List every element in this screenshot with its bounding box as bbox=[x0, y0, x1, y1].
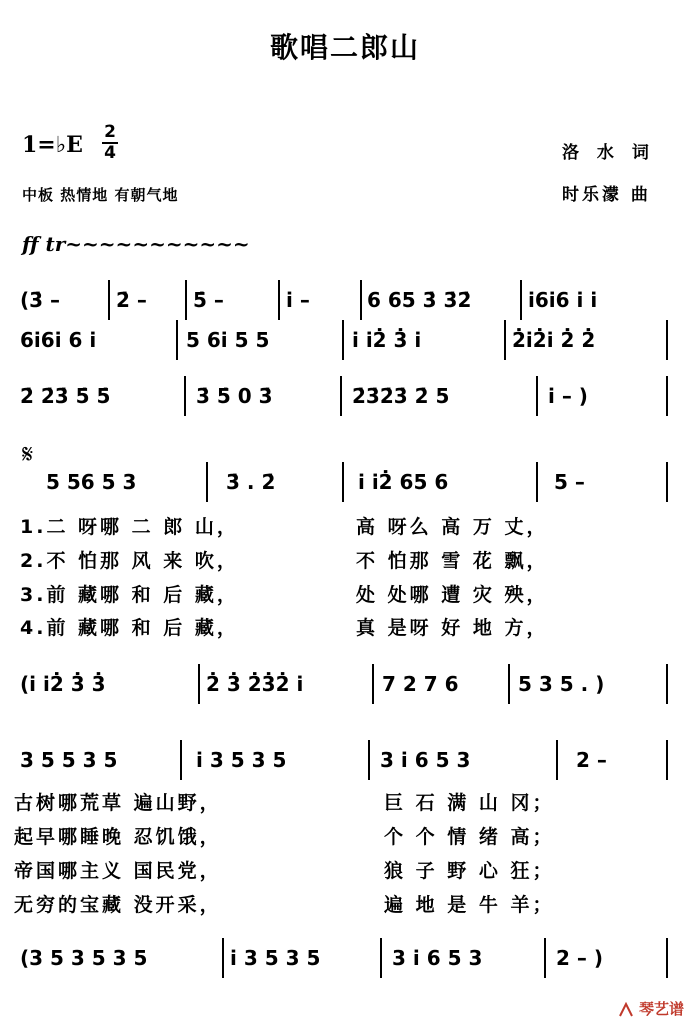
lyric-line: 2.不 怕那 风 来 吹， bbox=[20, 550, 239, 572]
barline bbox=[180, 740, 182, 780]
bar: (3̇ – bbox=[20, 288, 61, 312]
music-row-2 bbox=[20, 320, 670, 360]
bar: i̇ – bbox=[286, 288, 310, 312]
segno-sign: 𝄋 bbox=[22, 440, 34, 470]
bar: 5̇ – bbox=[193, 288, 224, 312]
bar: 5 – bbox=[554, 470, 585, 494]
bar: 2̇ 2̇3̇ 5̇ 5̇ bbox=[20, 384, 111, 408]
barline bbox=[666, 938, 668, 978]
bar: i̇ i̇2̇ 65 6 bbox=[358, 470, 449, 494]
barline bbox=[666, 320, 668, 360]
bar: i̇ 3 5 3 5 bbox=[230, 946, 321, 970]
tempo-marking: 中板 热情地 有朝气地 bbox=[22, 186, 179, 204]
barline bbox=[206, 462, 208, 502]
barline bbox=[504, 320, 506, 360]
lyric-line: 狼 子 野 心 狂； bbox=[384, 860, 555, 882]
barline bbox=[185, 280, 187, 320]
lyric-line: 3.前 藏哪 和 后 藏， bbox=[20, 584, 239, 606]
bar: 3 i̇ 6 5 3 bbox=[392, 946, 483, 970]
barline bbox=[342, 462, 344, 502]
bar: 2̇3̇2̇3̇ 2̇ 5 bbox=[352, 384, 450, 408]
barline bbox=[340, 376, 342, 416]
lyricist-credit: 洛 水 词 bbox=[562, 143, 655, 163]
barline bbox=[666, 740, 668, 780]
time-signature-bottom: 4 bbox=[104, 143, 116, 163]
barline bbox=[184, 376, 186, 416]
lyric-line: 高 呀么 高 万 丈， bbox=[356, 516, 549, 538]
music-row-4 bbox=[20, 462, 670, 502]
barline bbox=[544, 938, 546, 978]
lyric-line: 真 是呀 好 地 方， bbox=[356, 617, 549, 639]
music-row-3 bbox=[20, 376, 670, 416]
lyric-line: 处 处哪 遭 灾 殃， bbox=[356, 584, 549, 606]
bar: 7 2 7 6 bbox=[382, 672, 459, 696]
barline bbox=[508, 664, 510, 704]
key-signature: 1=♭E bbox=[22, 132, 83, 158]
barline bbox=[520, 280, 522, 320]
barline bbox=[360, 280, 362, 320]
barline bbox=[666, 462, 668, 502]
barline bbox=[666, 664, 668, 704]
barline bbox=[666, 376, 668, 416]
bar: (i̇ i̇2̇ 3̇ 3̇ bbox=[20, 672, 106, 696]
bar: 6 65 3̇ 3̇2̇ bbox=[367, 288, 472, 312]
bar: 2 – bbox=[576, 748, 607, 772]
lyric-line: 不 怕那 雪 花 飘， bbox=[356, 550, 549, 572]
barline bbox=[176, 320, 178, 360]
logo-text: 琴艺谱 bbox=[638, 1000, 684, 1018]
bar: i̇ 3 5 3 5 bbox=[196, 748, 287, 772]
music-row-1 bbox=[20, 280, 670, 320]
barline bbox=[198, 664, 200, 704]
music-row-6 bbox=[20, 740, 670, 780]
bar: 3 i̇ 6 5 3 bbox=[380, 748, 471, 772]
barline bbox=[536, 376, 538, 416]
lyric-line: 个 个 情 绪 高； bbox=[384, 826, 555, 848]
bar: i̇ i̇2̇ 3̇ i̇ bbox=[352, 328, 422, 352]
lyric-line: 4.前 藏哪 和 后 藏， bbox=[20, 617, 239, 639]
logo-icon bbox=[618, 1002, 634, 1018]
bar: 5 56 5 3 bbox=[46, 470, 137, 494]
lyric-line: 遍 地 是 牛 羊； bbox=[384, 894, 555, 916]
barline bbox=[368, 740, 370, 780]
dynamic-marking: ff tr~~~~~~~~~~~ bbox=[22, 232, 250, 256]
time-signature bbox=[102, 124, 118, 162]
bar: 3 5 5 3 5 bbox=[20, 748, 118, 772]
barline bbox=[222, 938, 224, 978]
barline bbox=[380, 938, 382, 978]
bar: (3 5 3 5 3 5 bbox=[20, 946, 148, 970]
music-row-7 bbox=[20, 938, 670, 978]
bar: 2 – ) bbox=[556, 946, 603, 970]
music-row-5 bbox=[20, 664, 670, 704]
bar: 5 3 5 . ) bbox=[518, 672, 605, 696]
bar: 5 6i̇ 5 5 bbox=[186, 328, 270, 352]
site-logo bbox=[618, 998, 684, 1019]
lyric-line: 无穷的宝藏 没开采， bbox=[14, 894, 222, 916]
lyric-line: 巨 石 满 山 冈； bbox=[384, 792, 555, 814]
bar: 3̇ . 2̇ bbox=[226, 470, 276, 494]
lyric-line: 1.二 呀哪 二 郎 山， bbox=[20, 516, 239, 538]
page-title: 歌唱二郎山 bbox=[269, 31, 420, 64]
lyric-line: 古树哪荒草 遍山野， bbox=[14, 792, 222, 814]
bar: 2̇ – bbox=[116, 288, 147, 312]
bar: 2̇ 3̇ 2̇3̇2̇ i̇ bbox=[206, 672, 304, 696]
bar: i̇6i̇6 i̇ i̇ bbox=[528, 288, 598, 312]
lyric-line: 起早哪睡晚 忍饥饿， bbox=[14, 826, 222, 848]
barline bbox=[536, 462, 538, 502]
bar: 6i̇6i̇ 6 i̇ bbox=[20, 328, 97, 352]
bar: 3̇ 5̇ 0 3̇ bbox=[196, 384, 273, 408]
bar: 2̇i̇2̇i̇ 2̇ 2̇ bbox=[512, 328, 596, 352]
time-signature-top: 2 bbox=[104, 122, 116, 142]
barline bbox=[278, 280, 280, 320]
barline bbox=[372, 664, 374, 704]
barline bbox=[342, 320, 344, 360]
barline bbox=[556, 740, 558, 780]
lyric-line: 帝国哪主义 国民党， bbox=[14, 860, 222, 882]
composer-credit: 时乐濛 曲 bbox=[562, 185, 651, 205]
barline bbox=[108, 280, 110, 320]
bar: i̇ – ) bbox=[548, 384, 588, 408]
